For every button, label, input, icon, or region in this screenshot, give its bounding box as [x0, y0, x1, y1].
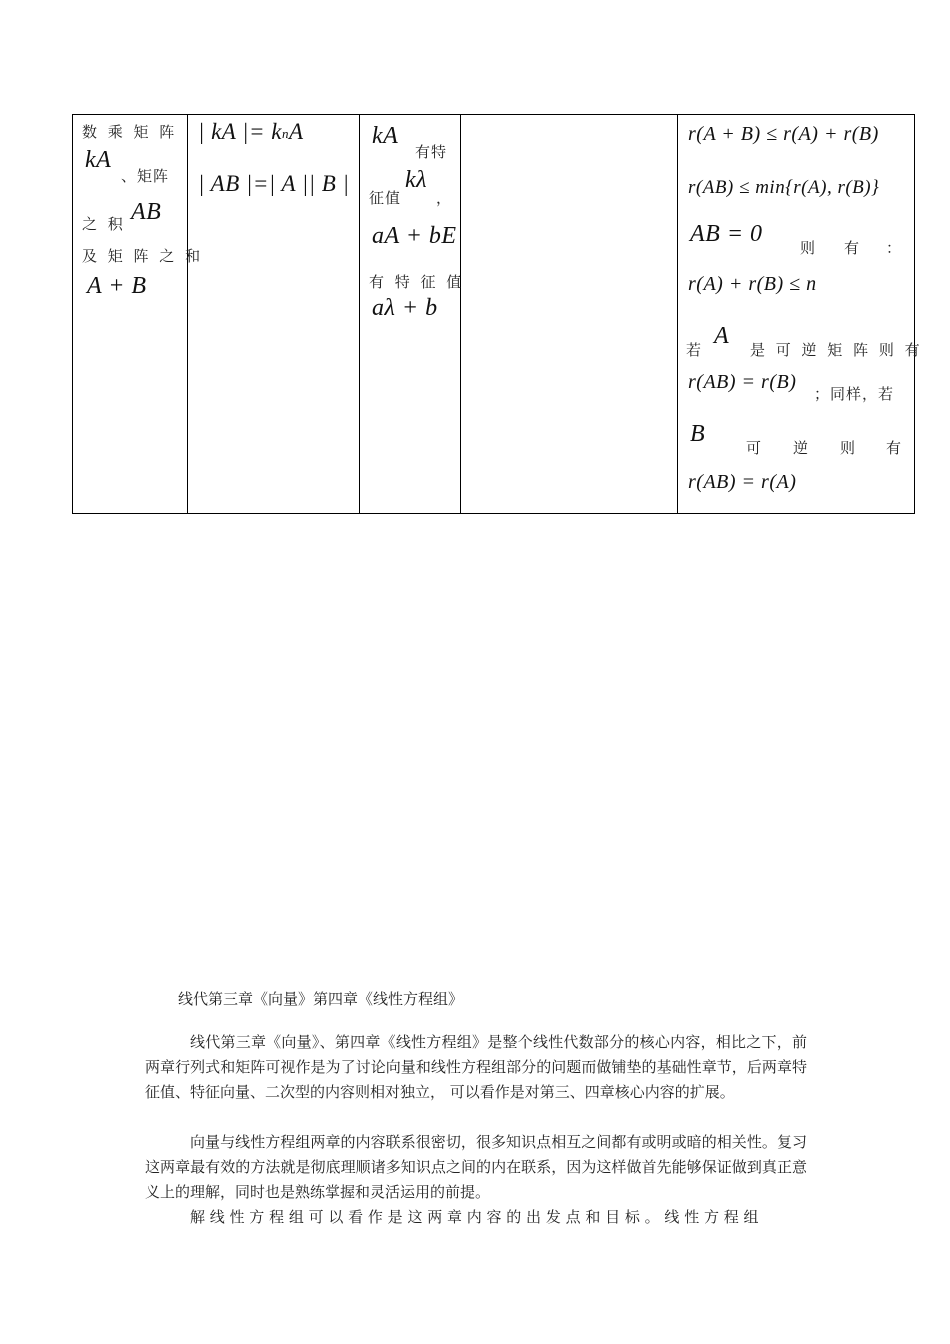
table-cell-determinant: [188, 115, 359, 513]
cell-text: 有: [886, 439, 905, 457]
formula-A-plus-B: A + B: [87, 273, 147, 299]
cell-text: 有特: [415, 143, 448, 161]
formula-B: B: [690, 421, 706, 447]
table-cell-rank: [678, 115, 923, 513]
table-cell-empty: [461, 115, 677, 513]
cell-text: 、矩阵: [121, 167, 170, 185]
cell-text: 有: [844, 239, 863, 257]
cell-text: 则: [840, 439, 859, 457]
cell-text: 则: [800, 239, 819, 257]
cell-text: 征值: [369, 189, 402, 207]
table-cell-eigenvalue: [360, 115, 465, 513]
formula-AB: AB: [131, 199, 162, 225]
cell-text: 可: [746, 439, 765, 457]
property-table: [72, 114, 923, 514]
formula-k-lambda: kλ: [405, 167, 428, 193]
formula-aA-bE: aA + bE: [372, 223, 457, 249]
cell-text: ：: [886, 239, 905, 257]
formula-rank-AB-B: r(AB) = r(B): [688, 371, 797, 393]
formula-AB-zero: AB = 0: [690, 221, 763, 247]
formula-rank-sum-n: r(A) + r(B) ≤ n: [688, 273, 817, 295]
formula-kA: kA: [85, 147, 112, 173]
section-heading: 线代第三章《向量》第四章《线性方程组》: [178, 990, 464, 1008]
formula-det-AB: | AB |=| A || B |: [198, 171, 350, 196]
formula-rank-sum: r(A + B) ≤ r(A) + r(B): [688, 123, 879, 145]
cell-text: 之 积: [82, 215, 126, 233]
paragraph: 解 线 性 方 程 组 可 以 看 作 是 这 两 章 内 容 的 出 发 点 和 目 标 。 线 性 方 程 组: [190, 1208, 759, 1226]
cell-text: 有 特 征 值: [369, 273, 465, 291]
formula-det-kA: | kA |= knA: [198, 119, 304, 144]
cell-text: 逆: [793, 439, 812, 457]
formula-a-lambda-b: aλ + b: [372, 295, 438, 321]
formula-rank-AB-A: r(AB) = r(A): [688, 471, 797, 493]
paragraph: 线代第三章《向量》、第四章《线性方程组》是整个线性代数部分的核心内容，相比之下，前两章行列式和矩阵可视作是为了讨论向量和线性方程组部分的问题而做铺垫的基础性章节，后两章特征值、特征向量、二次型的内容则相对独立， 可以看作是对第三、四章核心内容的扩展。: [145, 1033, 807, 1101]
cell-text: 数 乘 矩 阵: [82, 123, 178, 141]
table-cell-operation: [73, 115, 204, 513]
cell-text: 若: [686, 341, 705, 359]
cell-text: ；同样，若: [814, 385, 895, 403]
formula-rank-product: r(AB) ≤ min{r(A), r(B)}: [688, 177, 880, 198]
formula-A: A: [714, 323, 730, 349]
paragraph: 向量与线性方程组两章的内容联系很密切，很多知识点相互之间都有或明或暗的相关性。复习这两章最有效的方法就是彻底理顺诸多知识点之间的内在联系，因为这样做首先能够保证做到真正意义上的理解，同时也是熟练掌握和灵活运用的前提。: [145, 1133, 807, 1201]
formula-kA: kA: [372, 123, 399, 149]
cell-text: 及 矩 阵 之 和: [82, 247, 204, 265]
cell-text: ，: [436, 189, 455, 207]
cell-text: 是 可 逆 矩 阵 则 有: [750, 341, 923, 359]
